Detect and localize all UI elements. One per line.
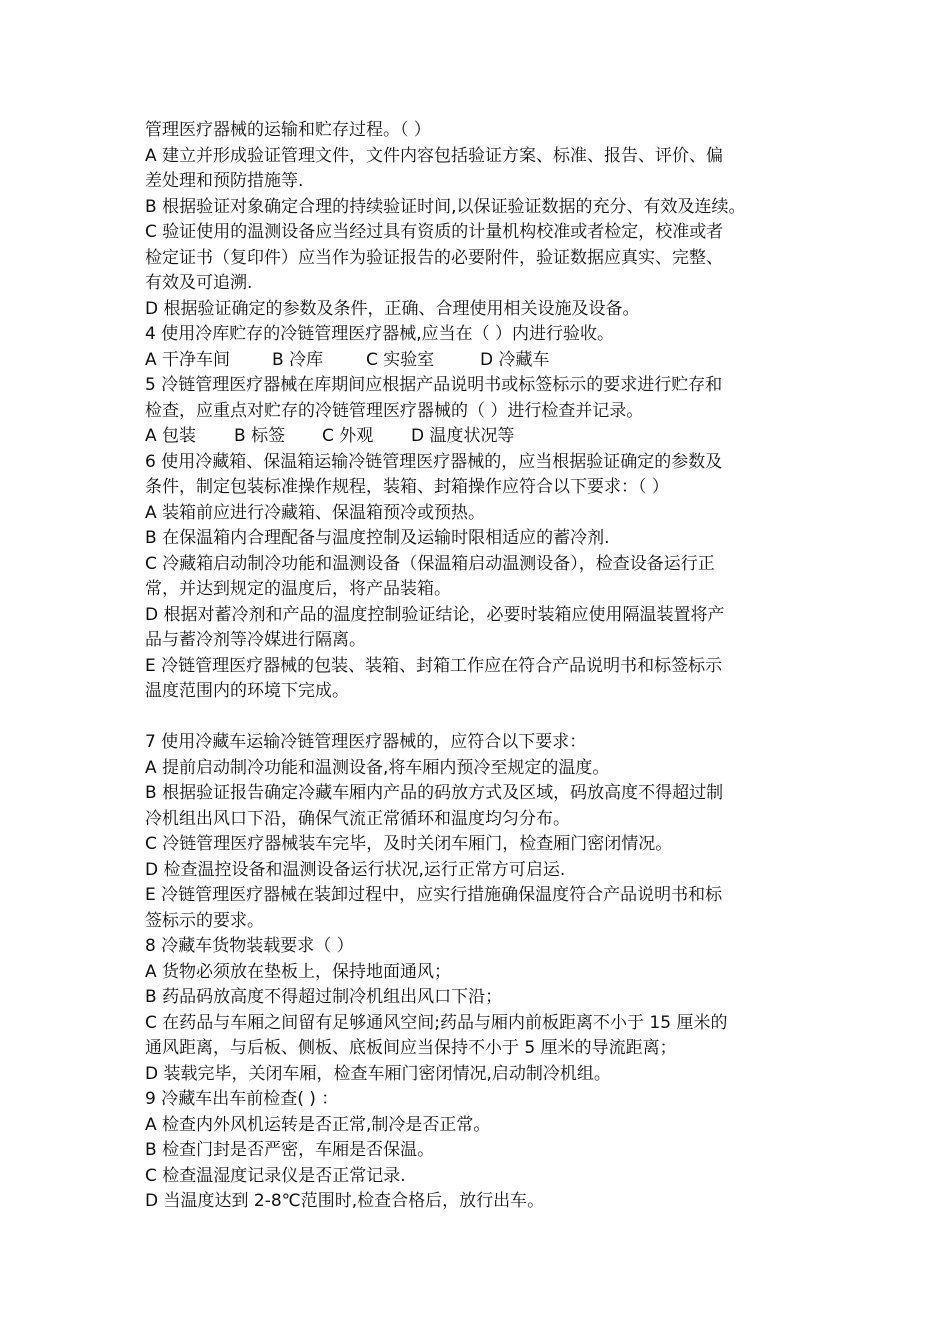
text-line: 品与蓄冷剂等冷媒进行隔离。: [145, 630, 366, 650]
text-line: A 装箱前应进行冷藏箱、保温箱预冷或预热。: [145, 502, 486, 523]
text-line: D 检查温控设备和温测设备运行状况,运行正常方可启运.: [145, 859, 566, 880]
text-line: C 冷藏箱启动制冷功能和温测设备（保温箱启动温测设备），检查设备运行正: [145, 553, 715, 574]
q5-option-c: C 外观: [322, 426, 374, 446]
text-line: 冷机组出风口下沿，确保气流正常循环和温度均匀分布。: [145, 808, 570, 829]
text-line: 常，并达到规定的温度后，将产品装箱。: [145, 579, 451, 599]
text-line: B 根据验证对象确定合理的持续验证时间,以保证验证数据的充分、有效及连续。: [145, 196, 746, 217]
q4-option-d: D 冷藏车: [480, 349, 550, 370]
text-line: B 检查门封是否严密，车厢是否保温。: [145, 1140, 435, 1160]
text-line: A 提前启动制冷功能和温测设备,将车厢内预冷至规定的温度。: [145, 757, 610, 778]
text-line: 通风距离，与后板、侧板、底板间应当保持不小于 5 厘米的导流距离；: [145, 1038, 677, 1058]
q5-option-b: B 标签: [234, 426, 286, 446]
text-line: C 在药品与车厢之间留有足够通风空间;药品与厢内前板距离不小于 15 厘米的: [145, 1012, 728, 1033]
text-line: B 根据验证报告确定冷藏车厢内产品的码放方式及区域，码放高度不得超过制: [145, 783, 724, 803]
text-line: 5 冷链管理医疗器械在库期间应根据产品说明书或标签标示的要求进行贮存和: [145, 375, 723, 395]
text-line: D 装载完毕，关闭车厢，检查车厢门密闭情况,启动制冷机组。: [145, 1063, 611, 1084]
text-line: E 冷链管理医疗器械的包装、装箱、封箱工作应在符合产品说明书和标签标示: [145, 655, 723, 676]
text-line: 6 使用冷藏箱、保温箱运输冷链管理医疗器械的，应当根据验证确定的参数及: [145, 451, 723, 472]
text-line: 管理医疗器械的运输和贮存过程。（ ）: [145, 120, 431, 140]
text-line: C 检查温湿度记录仪是否正常记录.: [145, 1165, 406, 1186]
text-line: 9 冷藏车出车前检查( ) ：: [145, 1089, 339, 1109]
text-line: B 在保温箱内合理配备与温度控制及运输时限相适应的蓄冷剂.: [145, 528, 610, 548]
text-line: E 冷链管理医疗器械在装卸过程中，应实行措施确保温度符合产品说明书和标: [145, 885, 723, 905]
text-line: 条件，制定包装标准操作规程，装箱、封箱操作应符合以下要求：（ ）: [145, 477, 669, 497]
text-line: A 检查内外风机运转是否正常,制冷是否正常。: [145, 1114, 491, 1135]
q5-options: [145, 424, 813, 450]
text-line: 有效及可追溯.: [145, 273, 253, 293]
text-line: 温度范围内的环境下完成。: [145, 681, 349, 701]
text-line: 签标示的要求。: [145, 910, 264, 931]
blank-line: [145, 705, 813, 731]
text-line: 8 冷藏车货物装载要求（ ）: [145, 936, 354, 956]
text-line: 4 使用冷库贮存的冷链管理医疗器械,应当在（ ）内进行验收。: [145, 324, 615, 344]
text-line: D 根据对蓄冷剂和产品的温度控制验证结论，必要时装箱应使用隔温装置将产: [145, 604, 725, 625]
text-line: D 当温度达到 2-8℃范围时,检查合格后，放行出车。: [145, 1191, 545, 1211]
text-line: 差处理和预防措施等.: [145, 171, 304, 191]
text-line: C 验证使用的温测设备应当经过具有资质的计量机构校准或者检定，校准或者: [145, 222, 724, 242]
q4-option-b: B 冷库: [272, 349, 324, 370]
q4-option-a: A 干净车间: [145, 349, 231, 370]
text-line: 7 使用冷藏车运输冷链管理医疗器械的，应符合以下要求：: [145, 732, 587, 752]
text-line: 检定证书（复印件）应当作为验证报告的必要附件，验证数据应真实、完整、: [145, 247, 723, 268]
document-body: [145, 118, 813, 1215]
text-line: D 根据验证确定的参数及条件，正确、合理使用相关设施及设备。: [145, 298, 640, 319]
text-line: A 货物必须放在垫板上，保持地面通风；: [145, 961, 452, 982]
text-line: B 药品码放高度不得超过制冷机组出风口下沿；: [145, 987, 503, 1007]
q4-option-c: C 实验室: [366, 349, 435, 370]
text-line: 检查，应重点对贮存的冷链管理医疗器械的（ ）进行检查并记录。: [145, 400, 644, 421]
q5-option-d: D 温度状况等: [411, 426, 515, 446]
text-line: C 冷链管理医疗器械装车完毕，及时关闭车厢门，检查厢门密闭情况。: [145, 834, 673, 854]
q5-option-a: A 包装: [145, 426, 197, 446]
text-line: A 建立并形成验证管理文件，文件内容包括验证方案、标准、报告、评价、偏: [145, 145, 724, 166]
q4-options: [145, 348, 813, 374]
